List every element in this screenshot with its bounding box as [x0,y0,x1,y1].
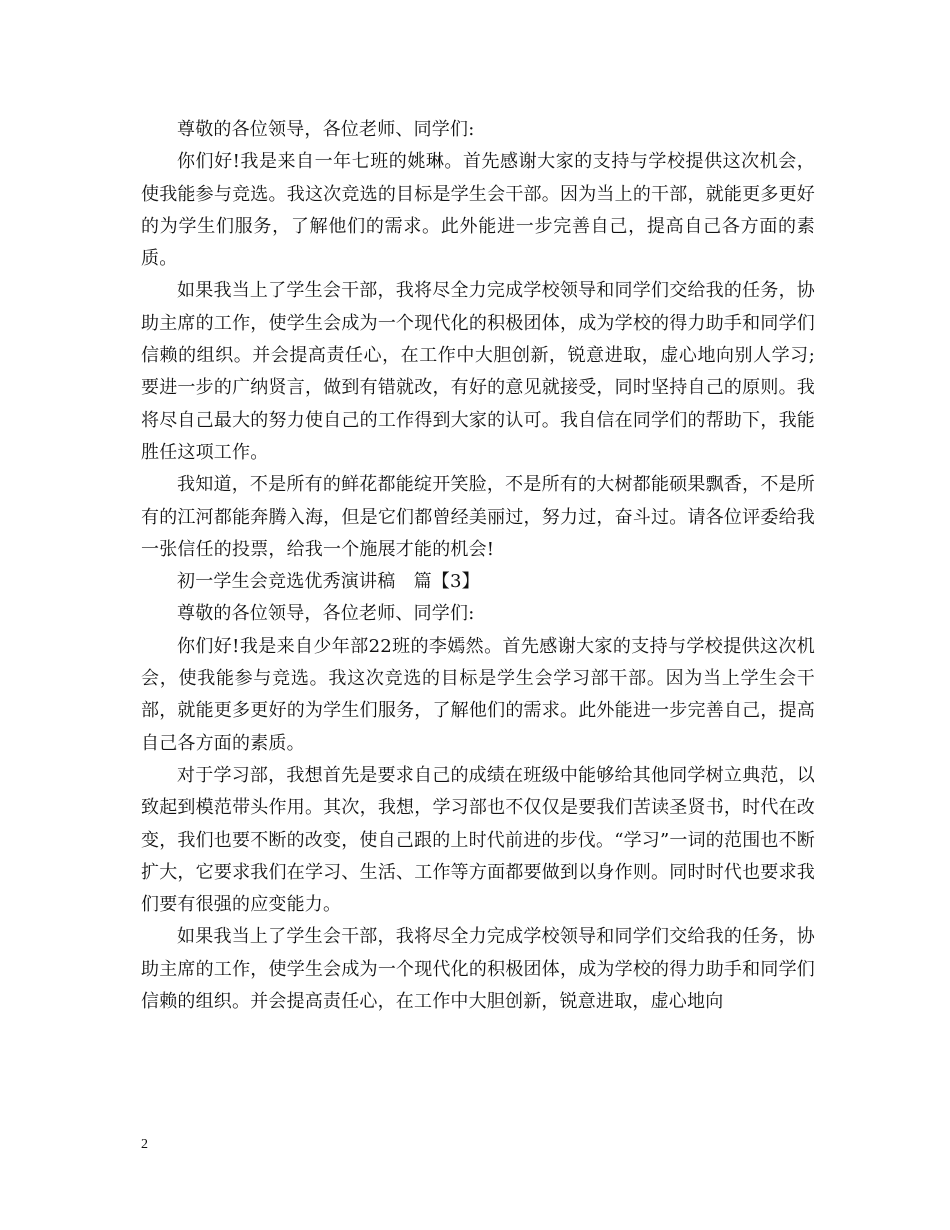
body-paragraph: 你们好!我是来自少年部22班的李嫣然。首先感谢大家的支持与学校提供这次机会，使我能参与竞选。我这次竞选的目标是学生会学习部干部。因为当上学生会干部，就能更多更好的为学生们服务，了解他们的需求。此外能进一步完善自己，提高自己各方面的素质。 [141,635,815,754]
body-paragraph: 我知道，不是所有的鲜花都能绽开笑脸，不是所有的大树都能硕果飘香，不是所有的江河都能奔腾入海，但是它们都曾经美丽过，努力过，奋斗过。请各位评委给我一张信任的投票，给我一个施展才能的机会! [141,474,815,560]
document-body [141,114,815,1018]
body-paragraph: 如果我当上了学生会干部，我将尽全力完成学校领导和同学们交给我的任务，协助主席的工作，使学生会成为一个现代化的积极团体，成为学校的得力助手和同学们信赖的组织。并会提高责任心，在工作中大胆创新，锐意进取，虚心地向别人学习;要进一步的广纳贤言，做到有错就改，有好的意见就接受，同时坚持自己的原则。我将尽自己最大的努力使自己的工作得到大家的认可。我自信在同学们的帮助下，我能胜任这项工作。 [141,280,815,463]
body-paragraph: 如果我当上了学生会干部，我将尽全力完成学校领导和同学们交给我的任务，协助主席的工作，使学生会成为一个现代化的积极团体，成为学校的得力助手和同学们信赖的组织。并会提高责任心，在工作中大胆创新，锐意进取，虚心地向 [141,926,815,1013]
greeting-paragraph: 尊敬的各位领导，各位老师、同学们: [177,119,475,140]
greeting-paragraph: 尊敬的各位领导，各位老师、同学们: [177,603,475,625]
page-number: 2 [141,1137,148,1152]
body-paragraph: 对于学习部，我想首先是要求自己的成绩在班级中能够给其他同学树立典范，以致起到模范带头作用。其次，我想，学习部也不仅仅是要我们苦读圣贤书，时代在改变，我们也要不断的改变，使自己跟的上时代前进的步伐。“学习”一词的范围也不断扩大，它要求我们在学习、生活、工作等方面都要做到以身作则。同时时代也要求我们要有很强的应变能力。 [141,764,816,916]
body-paragraph: 你们好!我是来自一年七班的姚琳。首先感谢大家的支持与学校提供这次机会，使我能参与竞选。我这次竞选的目标是学生会干部。因为当上的干部，就能更多更好的为学生们服务，了解他们的需求。此外能进一步完善自己，提高自己各方面的素质。 [141,151,815,270]
section-heading: 初一学生会竞选优秀演讲稿 篇【3】 [177,571,480,593]
